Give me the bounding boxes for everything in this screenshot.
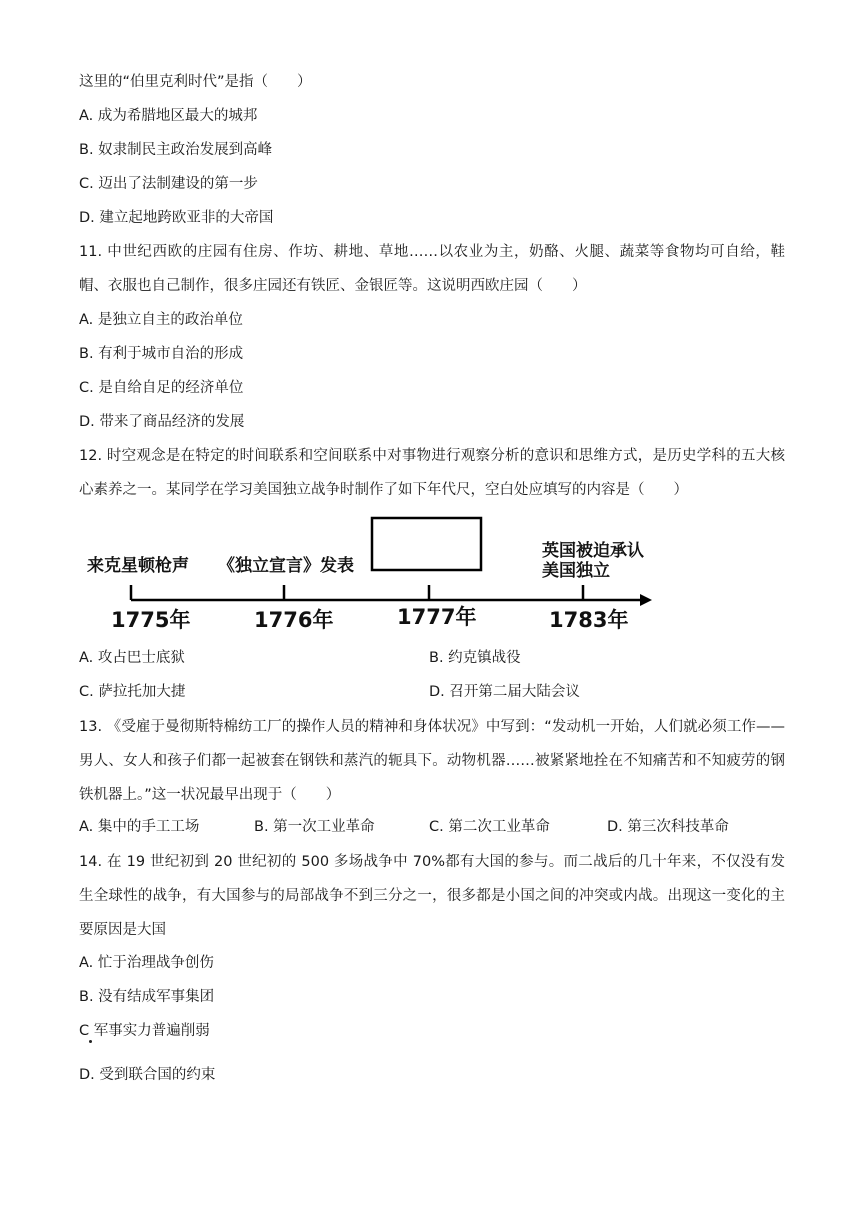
q10-option-d: D. 建立起地跨欧亚非的大帝国 (79, 210, 274, 226)
timeline-event-declaration: 《独立宣言》发表 (218, 556, 354, 576)
timeline-year-1775: 1775年 (111, 608, 191, 632)
q12-option-a: A. 攻占巴士底狱 (79, 650, 185, 666)
timeline-event-recognition-line2: 美国独立 (542, 561, 610, 581)
q12-option-c: C. 萨拉托加大捷 (79, 684, 186, 700)
timeline-year-1783: 1783年 (549, 608, 629, 632)
timeline-event-lexington: 来克星顿枪声 (87, 556, 189, 576)
q10-option-c: C. 迈出了法制建设的第一步 (79, 176, 258, 192)
stray-dot-mark (89, 1040, 92, 1043)
q13-option-b: B. 第一次工业革命 (254, 819, 375, 835)
q10-option-b: B. 奴隶制民主政治发展到高峰 (79, 142, 273, 158)
q12-stem: 12. 时空观念是在特定的时间联系和空间联系中对事物进行观察分析的意识和思维方式，是历史学科的五大核心素养之一。某同学在学习美国独立战争时制作了如下年代尺，空白处应填写的内容是（ ） (79, 448, 785, 498)
q11-option-c: C. 是自给自足的经济单位 (79, 380, 244, 396)
q13-option-a: A. 集中的手工工场 (79, 819, 200, 835)
q13-stem: 13. 《受雇于曼彻斯特棉纺工厂的操作人员的精神和身体状况》中写到：“发动机一开始，人们就必须工作——男人、女人和孩子们都一起被套在钢铁和蒸汽的轭具下。动物机器……被紧紧地拴在不知痛苦和不知疲劳的钢铁机器上。”这一状况最早出现于（ ） (79, 719, 785, 803)
q11-option-b: B. 有利于城市自治的形成 (79, 346, 244, 362)
timeline-event-recognition-line1: 英国被迫承认 (542, 541, 644, 561)
q14-option-c: C 军事实力普遍削弱 (79, 1023, 210, 1039)
timeline-figure (0, 505, 860, 640)
q14-option-a: A. 忙于治理战争创伤 (79, 955, 214, 971)
timeline-year-1777: 1777年 (397, 605, 477, 629)
q12-option-d: D. 召开第二届大陆会议 (429, 684, 580, 700)
q14-stem: 14. 在 19 世纪初到 20 世纪初的 500 多场战争中 70%都有大国的参与。而二战后的几十年来，不仅没有发生全球性的战争，有大国参与的局部战争不到三分之一，很多都是小国之间的冲突或内战。出现这一变化的主要原因是大国 (79, 854, 785, 938)
q14-option-d: D. 受到联合国的约束 (79, 1067, 216, 1083)
q13-option-c: C. 第二次工业革命 (429, 819, 550, 835)
q13-option-d: D. 第三次科技革命 (607, 819, 729, 835)
q10-stem: 这里的“伯里克利时代”是指（ ） (79, 74, 312, 90)
q11-option-d: D. 带来了商品经济的发展 (79, 414, 245, 430)
q14-option-b: B. 没有结成军事集团 (79, 989, 215, 1005)
q10-option-a: A. 成为希腊地区最大的城邦 (79, 108, 258, 124)
q12-option-b: B. 约克镇战役 (429, 650, 521, 666)
timeline-blank-box (372, 518, 481, 570)
timeline-arrowhead (640, 594, 652, 606)
q11-option-a: A. 是独立自主的政治单位 (79, 312, 243, 328)
q11-stem: 11. 中世纪西欧的庄园有住房、作坊、耕地、草地……以农业为主，奶酪、火腿、蔬菜等食物均可自给，鞋帽、衣服也自己制作，很多庄园还有铁匠、金银匠等。这说明西欧庄园（ ） (79, 244, 785, 294)
timeline-year-1776: 1776年 (254, 608, 334, 632)
